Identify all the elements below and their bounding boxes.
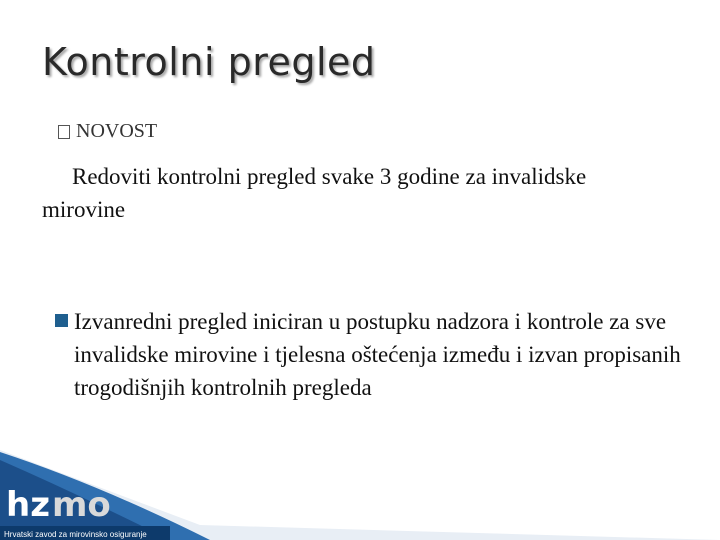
box-bullet-icon	[58, 125, 70, 139]
novost-label: NOVOST	[76, 120, 158, 142]
square-bullet-icon	[55, 314, 68, 327]
logo-caption: Hrvatski zavod za mirovinsko osiguranje	[4, 530, 147, 539]
novost-item	[58, 120, 157, 143]
hzmo-logo-banner	[0, 440, 720, 540]
logo-letters-mo: mo	[52, 485, 111, 525]
izvanredni-text: Izvanredni pregled iniciran u postupku nadzora i kontrole za sve invalidske mirovine i tjelesna oštećenja između i izvan propisanih trogodišnjih kontrolnih pregleda	[74, 309, 681, 400]
redoviti-paragraph: Redoviti kontrolni pregled svake 3 godine za invalidske mirovine	[42, 164, 587, 222]
logo-letters-hz: hz	[6, 485, 50, 525]
izvanredni-item	[55, 305, 695, 404]
slide-title: Kontrolni pregled	[42, 40, 376, 84]
